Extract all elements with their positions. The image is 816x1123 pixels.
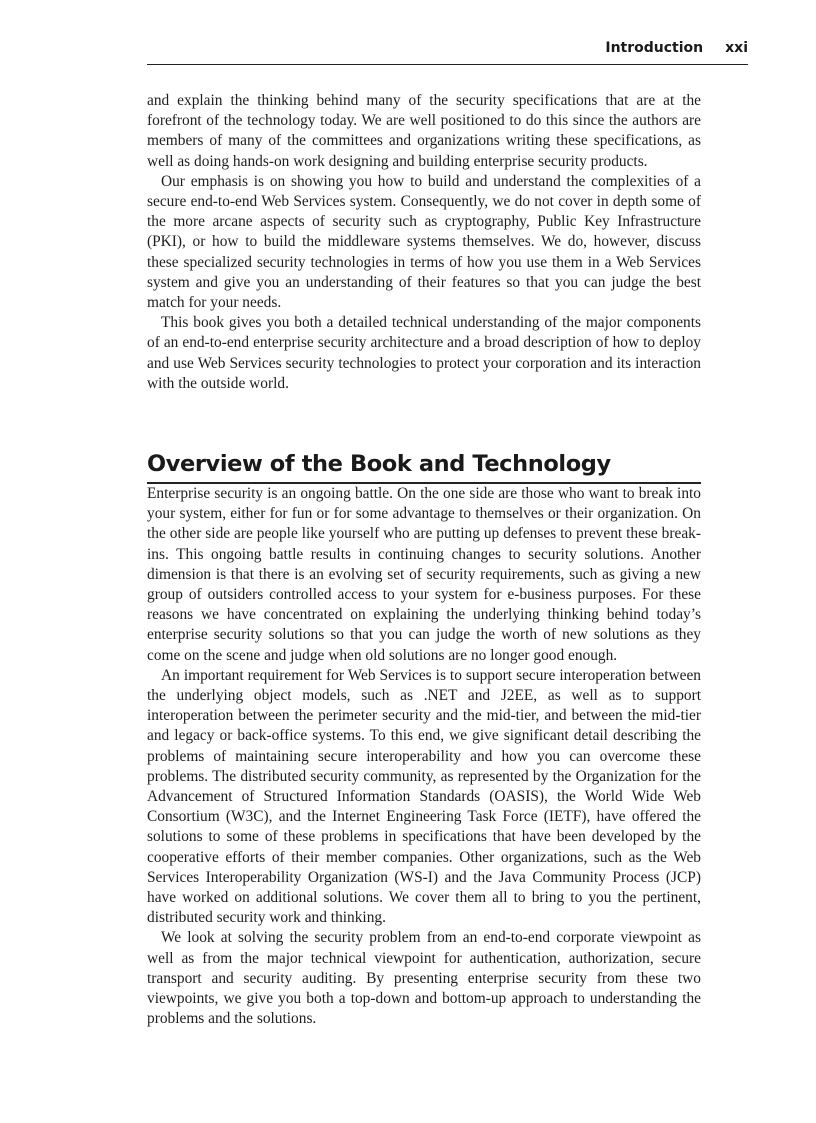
intro-text-block <box>147 91 701 394</box>
paragraph: and explain the thinking behind many of the security specifications that are at the forefront of the technology today. We are well positioned to do this since the authors are members of many of the committees and organizations writing these specifications, as well as doing hands-on work designing and building enterprise security products. <box>147 92 701 170</box>
paragraph: Our emphasis is on showing you how to build and understand the complexities of a secure end-to-end Web Services system. Consequently, we do not cover in depth some of the more arcane aspects of security such as cryptography, Public Key Infrastructure (PKI), or how to build the middleware systems themselves. We do, however, discuss these specialized security technologies in terms of how you use them in a Web Services system and give you an understanding of their features so that you can judge the best match for your needs. <box>147 172 701 312</box>
paragraph: This book gives you both a detailed technical understanding of the major components of an end-to-end enterprise security architecture and a broad description of how to deploy and use Web Services security technologies to protect your corporation and its interaction with the outside world. <box>147 314 701 392</box>
paragraph: Enterprise security is an ongoing battle. On the one side are those who want to break into your system, either for fun or for some advantage to themselves or their organization. On the other side are people like yourself who are putting up defenses to prevent these break-ins. This ongoing battle results in continuing changes to security solutions. Another dimension is that there is an evolving set of security requirements, such as giving a new group of outsiders controlled access to your system for e-business purposes. For these reasons we have concentrated on explaining the underlying thinking behind today’s enterprise security solutions so that you can judge the worth of new solutions as they come on the scene and judge when old solutions are no longer good enough. <box>147 485 701 664</box>
section-heading: Overview of the Book and Technology <box>147 447 701 484</box>
section-text-block <box>147 484 701 1029</box>
running-head <box>147 40 748 65</box>
paragraph: We look at solving the security problem from an end-to-end corporate viewpoint as well as from the major technical viewpoint for authentication, authorization, secure transport and security auditing. By presenting enterprise security from these two viewpoints, we give you both a top-down and bottom-up approach to understanding the problems and the solutions. <box>147 929 701 1028</box>
paragraph: An important requirement for Web Services is to support secure interoperation between the underlying object models, such as .NET and J2EE, as well as to support interoperation between the perimeter security and the mid-tier, and between the mid-tier and legacy or back-office systems. To this end, we give significant detail describing the problems of maintaining secure interoperability and how you can overcome these problems. The distributed security community, as represented by the Organization for the Advancement of Structured Information Standards (OASIS), the World Wide Web Consortium (W3C), and the Internet Engineering Task Force (IETF), have offered the solutions to some of these problems in specifications that have been developed by the cooperative efforts of their member companies. Other organizations, such as the Web Services Interoperability Organization (WS-I) and the Java Community Process (JCP) have worked on additional solutions. We cover them all to bring to you the pertinent, distributed security work and thinking. <box>147 666 701 927</box>
page-number: xxi <box>725 40 748 56</box>
running-head-section-title: Introduction <box>605 40 704 56</box>
